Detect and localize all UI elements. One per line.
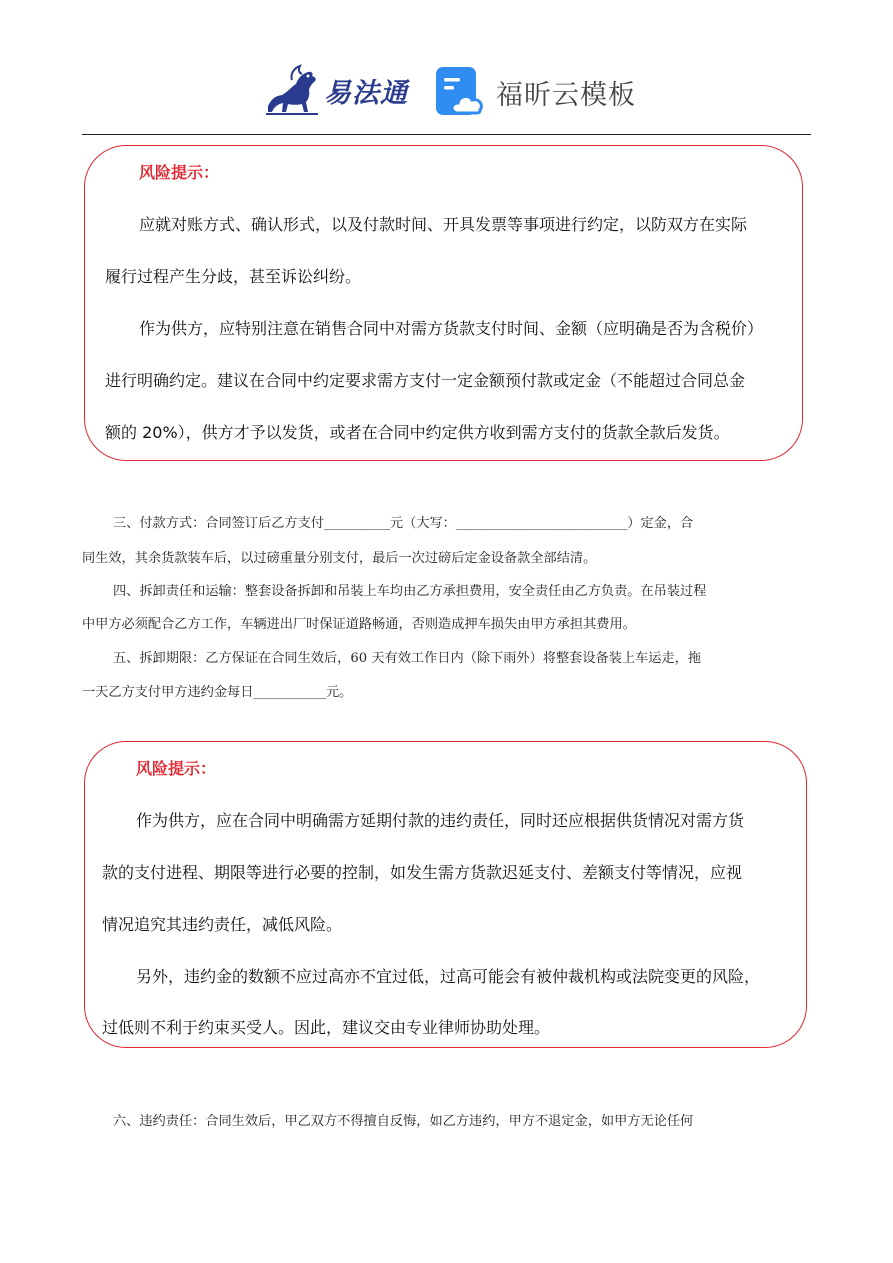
risk-notice-line: 履行过程产生分歧，甚至诉讼纠纷。	[105, 267, 362, 286]
risk-notice-line: 进行明确约定。建议在合同中约定要求需方支付一定金额预付款或定金（不能超过合同总金	[105, 371, 746, 390]
risk-notice-line: 另外，违约金的数额不应过高亦不宜过低，过高可能会有被仲裁机构或法院变更的风险，	[136, 967, 761, 986]
yifatong-logo	[262, 62, 412, 118]
risk-notice-box-1	[84, 145, 803, 461]
risk-notice-line: 应就对账方式、确认形式，以及付款时间、开具发票等事项进行约定，以防双方在实际	[139, 215, 748, 234]
risk-notice-line: 情况追究其违约责任，减低风险。	[102, 915, 343, 934]
clause-line: 中甲方必须配合乙方工作，车辆进出厂时保证道路畅通，否则造成押车损失由甲方承担其费用。	[82, 617, 636, 632]
fuxin-logo-text: 福昕云模板	[496, 79, 636, 111]
clause-line: 五、拆卸期限：乙方保证在合同生效后，60 天有效工作日内（除下雨外）将整套设备装上车运走，拖	[113, 651, 702, 666]
risk-notice-line: 作为供方，应特别注意在销售合同中对需方货款支付时间、金额（应明确是否为含税价）	[139, 319, 764, 338]
risk-notice-line: 作为供方，应在合同中明确需方延期付款的违约责任，同时还应根据供货情况对需方货	[136, 811, 745, 830]
risk-notice-title: 风险提示：	[139, 163, 220, 182]
risk-notice-line: 过低则不利于约束买受人。因此，建议交由专业律师协助处理。	[102, 1018, 551, 1037]
risk-notice-line: 款的支付进程、期限等进行必要的控制，如发生需方货款迟延支付、差额支付等情况，应视	[102, 863, 743, 882]
risk-notice-line: 额的 20%），供方才予以发货，或者在合同中约定供方收到需方支付的货款全款后发货。	[105, 423, 730, 442]
clause-line: 三、付款方式：合同签订后乙方支付__________元（大写：__________________________）定金，合	[113, 516, 694, 531]
page-header	[0, 0, 893, 136]
clause-line: 四、拆卸责任和运输：整套设备拆卸和吊装上车均由乙方承担费用，安全责任由乙方负责。在吊装过程	[113, 584, 707, 599]
qilin-horse-icon	[262, 62, 322, 118]
clause-line: 一天乙方支付甲方违约金每日___________元。	[82, 685, 353, 700]
clause-line: 六、违约责任：合同生效后，甲乙双方不得擅自反悔，如乙方违约，甲方不退定金，如甲方无论任何	[113, 1114, 694, 1129]
document-cloud-icon	[436, 67, 486, 117]
yifatong-logo-text: 易法通	[324, 77, 408, 109]
risk-notice-box-2	[84, 741, 807, 1048]
risk-notice-title: 风险提示：	[136, 759, 217, 778]
clause-line: 同生效，其余货款装车后，以过磅重量分别支付，最后一次过磅后定金设备款全部结清。	[82, 551, 597, 566]
header-divider	[82, 134, 811, 135]
fuxin-cloud-template-logo	[436, 66, 636, 118]
